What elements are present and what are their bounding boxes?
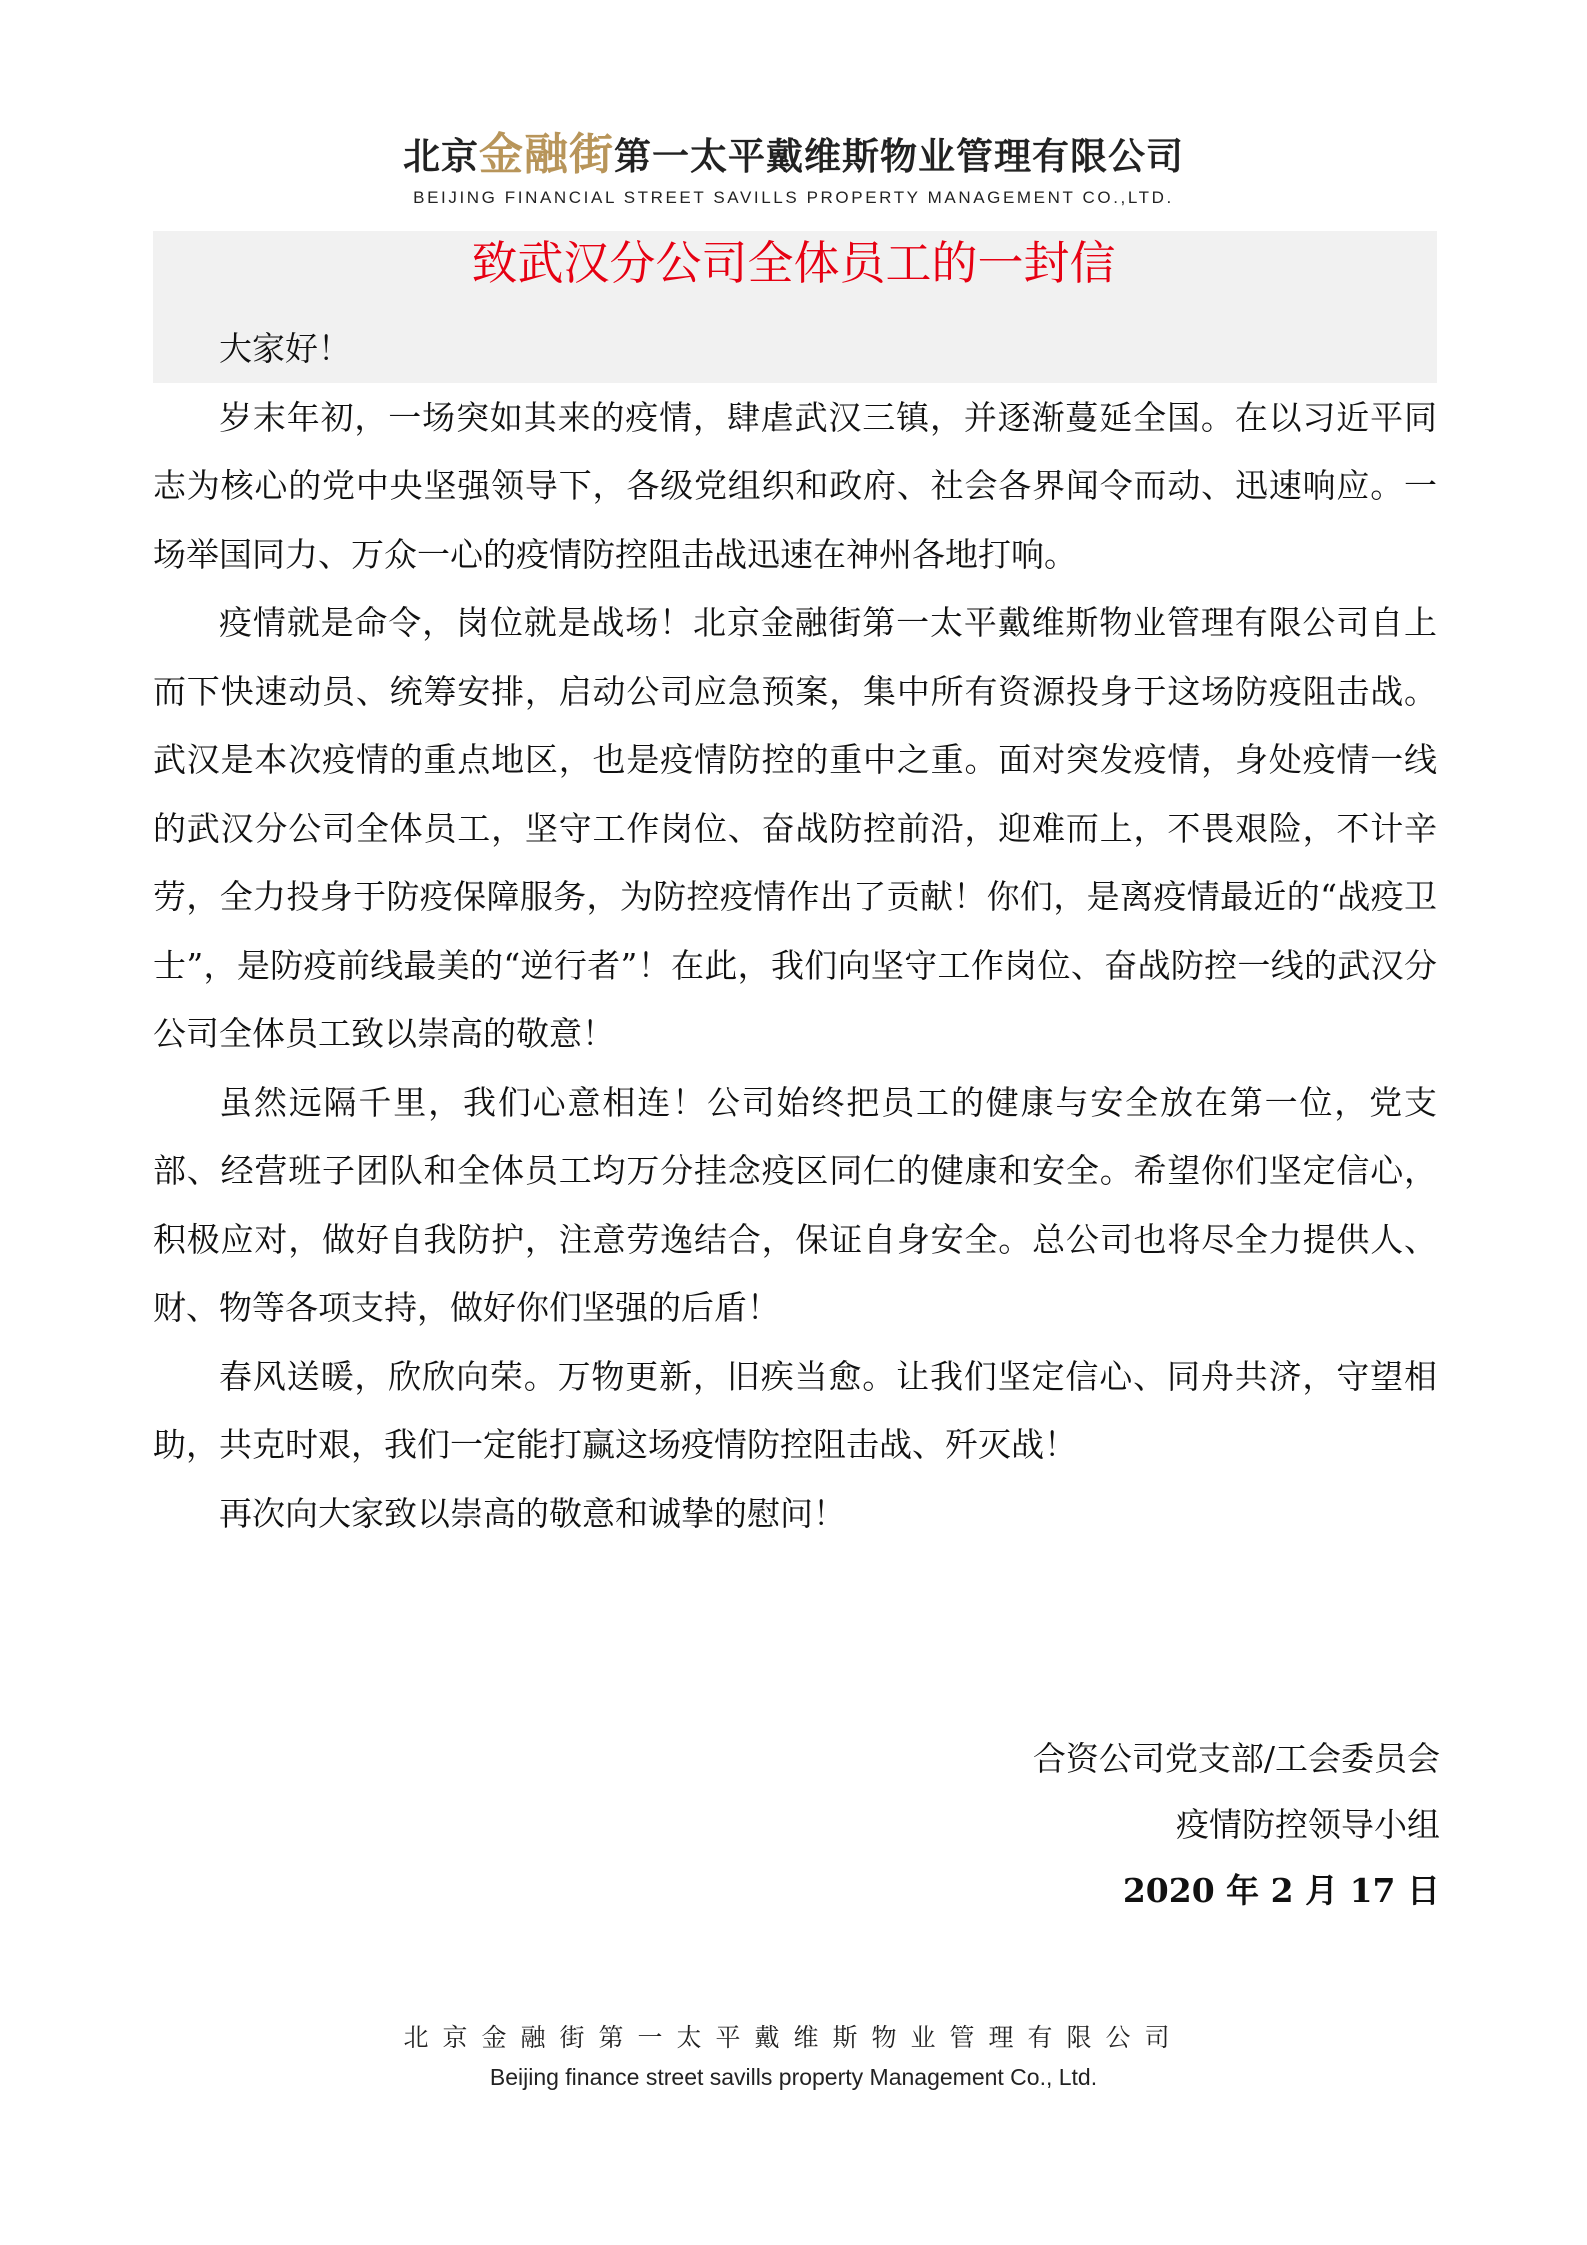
letter-title: 致武汉分公司全体员工的一封信 xyxy=(471,236,1116,290)
letterhead xyxy=(0,118,1587,208)
paragraph: 疫情就是命令，岗位就是战场！北京金融街第一太平戴维斯物业管理有限公司自上而下快速动员、统筹安排，启动公司应急预案，集中所有资源投身于这场防疫阻击战。武汉是本次疫情的重点地区，也是疫情防控的重中之重。面对突发疫情，身处疫情一线的武汉分公司全体员工，坚守工作岗位、奋战防控前沿，迎难而上，不畏艰险，不计辛劳，全力投身于防疫保障服务，为防控疫情作出了贡献！你们，是离疫情最近的“战疫卫士”，是防疫前线最美的“逆行者”！在此，我们向坚守工作岗位、奋战防控一线的武汉分公司全体员工致以崇高的敬意！ xyxy=(153,603,1437,1053)
paragraph: 春风送暖，欣欣向荣。万物更新，旧疾当愈。让我们坚定信心、同舟共济，守望相助，共克时艰，我们一定能打赢这场疫情防控阻击战、歼灭战！ xyxy=(153,1356,1437,1464)
signature-group: 疫情防控领导小组 xyxy=(1176,1805,1440,1844)
signature-date: 2020 年 2 月 17 日 xyxy=(1122,1871,1440,1910)
company-name-cn xyxy=(0,118,1587,182)
company-name-en: BEIJING FINANCIAL STREET SAVILLS PROPERTY MANAGEMENT CO.,LTD. xyxy=(413,188,1174,207)
paragraph: 岁末年初，一场突如其来的疫情，肆虐武汉三镇，并逐渐蔓延全国。在以习近平同志为核心的党中央坚强领导下，各级党组织和政府、社会各界闻令而动、迅速响应。一场举国同力、万众一心的疫情防控阻击战迅速在神州各地打响。 xyxy=(153,397,1437,574)
salutation: 大家好！ xyxy=(219,329,351,368)
footer-company-en: Beijing finance street savills property Management Co., Ltd. xyxy=(489,2064,1098,2090)
page-footer xyxy=(0,2018,1587,2091)
signature-org: 合资公司党支部/工会委员会 xyxy=(1032,1739,1440,1778)
company-name-prefix: 北京 xyxy=(403,135,479,178)
signature-block xyxy=(1033,1726,1440,1924)
footer-company-cn: 北京金融街第一太平戴维斯物业管理有限公司 xyxy=(403,2023,1184,2052)
letter-body xyxy=(153,315,1437,1548)
brand-logo-text: 金融街 xyxy=(479,129,614,180)
paragraph: 虽然远隔千里，我们心意相连！公司始终把员工的健康与安全放在第一位，党支部、经营班子团队和全体员工均万分挂念疫区同仁的健康和安全。希望你们坚定信心，积极应对，做好自我防护，注意劳逸结合，保证自身安全。总公司也将尽全力提供人、财、物等各项支持，做好你们坚强的后盾！ xyxy=(153,1082,1437,1327)
company-name-suffix: 第一太平戴维斯物业管理有限公司 xyxy=(614,135,1184,178)
paragraph: 再次向大家致以崇高的敬意和诚挚的慰问！ xyxy=(219,1493,846,1533)
